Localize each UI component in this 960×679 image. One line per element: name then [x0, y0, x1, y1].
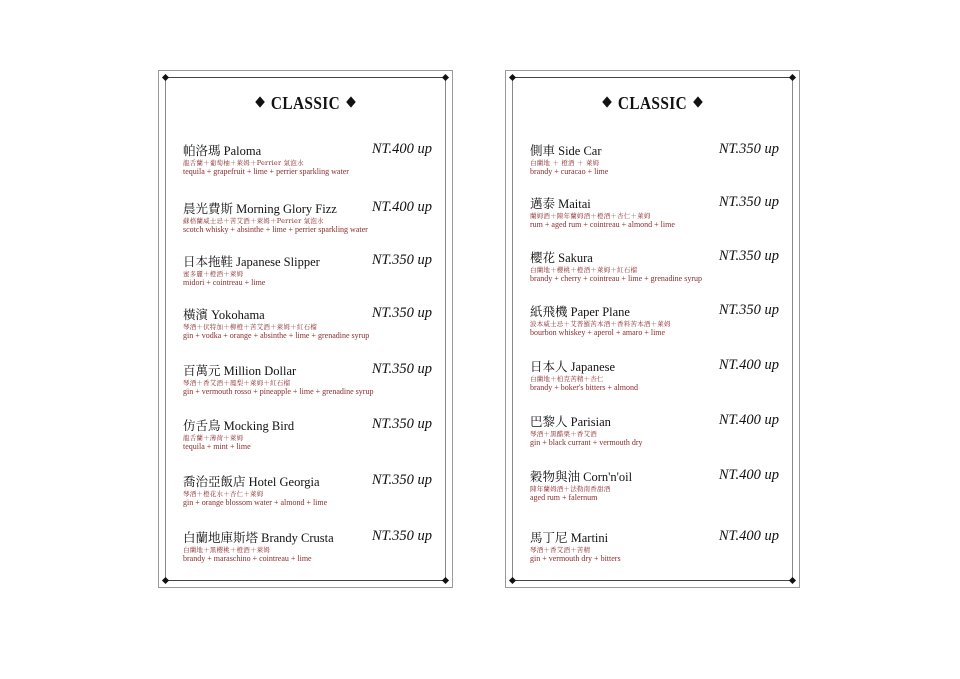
menu-item-million-dollar — [183, 361, 438, 411]
item-name: 晨光費斯 Morning Glory Fizz — [183, 202, 337, 216]
right-menu-title: CLASSIC — [617, 93, 688, 113]
left-menu-card — [158, 70, 453, 588]
item-ingredients-en: gin + orange blossom water + almond + lime — [183, 498, 328, 507]
item-ingredients-zh: 琴酒＋伏特加＋柳橙＋苦艾酒＋萊姆＋紅石榴 — [183, 323, 317, 331]
item-name: 櫻花 Sakura — [530, 251, 593, 265]
item-name: 白蘭地庫斯塔 Brandy Crusta — [183, 531, 334, 545]
item-ingredients-zh: 白蘭地＋櫻桃＋橙酒＋萊姆＋紅石榴 — [530, 266, 638, 274]
item-price: NT.350 up — [718, 248, 779, 264]
item-ingredients-zh: 波本威士忌＋艾普羅苦本酒＋香料苦本酒＋萊姆 — [530, 320, 671, 328]
item-price: NT.350 up — [371, 361, 432, 377]
item-ingredients-en: brandy + maraschino + cointreau + lime — [183, 554, 312, 563]
item-price: NT.350 up — [718, 194, 779, 210]
corner-diamond-icon — [789, 74, 796, 81]
item-price: NT.400 up — [718, 528, 779, 544]
item-ingredients-en: scotch whisky + absinthe + lime + perrier sparkling water — [183, 225, 368, 234]
menu-item-corn-n-oil — [530, 467, 785, 517]
item-ingredients-zh: 蘇格蘭威士忌＋苦艾酒＋萊姆＋Perrier 氣泡水 — [183, 217, 324, 225]
corner-diamond-icon — [509, 74, 516, 81]
item-name: 紙飛機 Paper Plane — [530, 305, 630, 319]
item-price: NT.400 up — [718, 357, 779, 373]
menu-item-martini — [530, 528, 785, 578]
item-price: NT.400 up — [371, 199, 432, 215]
item-ingredients-zh: 龍舌蘭＋薄荷＋萊姆 — [183, 434, 244, 442]
corner-diamond-icon — [442, 74, 449, 81]
item-name: 馬丁尼 Martini — [530, 531, 609, 545]
menu-item-side-car — [530, 141, 785, 191]
corner-diamond-icon — [162, 74, 169, 81]
item-name: 仿舌鳥 Mocking Bird — [183, 419, 295, 433]
menu-item-japanese-slipper — [183, 252, 438, 302]
item-ingredients-zh: 琴酒＋橙花水＋杏仁＋萊姆 — [183, 490, 264, 498]
menu-item-sakura — [530, 248, 785, 298]
item-price: NT.350 up — [371, 528, 432, 544]
item-price: NT.400 up — [718, 412, 779, 428]
item-ingredients-en: rum + aged rum + cointreau + almond + lime — [530, 220, 675, 229]
menu-item-parisian — [530, 412, 785, 462]
item-ingredients-zh: 琴酒＋香艾酒＋鳳梨＋萊姆＋紅石榴 — [183, 379, 291, 387]
menu-item-mocking-bird — [183, 416, 438, 466]
corner-diamond-icon — [442, 577, 449, 584]
corner-diamond-icon — [162, 577, 169, 584]
item-ingredients-zh: 白蘭地＋黑櫻桃＋橙酒＋萊姆 — [183, 546, 271, 554]
item-name: 帕洛瑪 Paloma — [183, 144, 262, 158]
item-ingredients-zh: 白蘭地 ＋ 橙酒 ＋ 萊姆 — [530, 159, 600, 167]
menu-item-japanese — [530, 357, 785, 407]
item-name: 穀物與油 Corn'n'oil — [530, 470, 633, 484]
right-menu-card — [505, 70, 800, 588]
item-ingredients-en: brandy + boker's bitters + almond — [530, 383, 638, 392]
item-ingredients-en: tequila + mint + lime — [183, 442, 251, 451]
item-ingredients-en: gin + vermouth dry + bitters — [530, 554, 621, 563]
menu-item-hotel-georgia — [183, 472, 438, 522]
item-ingredients-en: brandy + curacao + lime — [530, 167, 609, 176]
menu-item-yokohama — [183, 305, 438, 355]
menu-item-morning-glory-fizz — [183, 199, 438, 249]
item-ingredients-en: gin + vodka + orange + absinthe + lime + grenadine syrup — [183, 331, 370, 340]
item-ingredients-zh: 蘭姆酒＋陳年蘭姆酒＋橙酒＋杏仁＋萊姆 — [530, 212, 651, 220]
item-name: 喬治亞飯店 Hotel Georgia — [183, 475, 320, 489]
item-ingredients-en: aged rum + falernum — [530, 493, 598, 502]
right-menu-heading — [528, 93, 777, 114]
item-ingredients-zh: 琴酒＋黑醋栗＋香艾酒 — [530, 430, 597, 438]
item-price: NT.350 up — [718, 302, 779, 318]
item-name: 側車 Side Car — [530, 144, 602, 158]
menu-item-brandy-crusta — [183, 528, 438, 578]
item-name: 邁泰 Maitai — [530, 197, 591, 211]
diamond-icon — [693, 96, 703, 107]
corner-diamond-icon — [789, 577, 796, 584]
item-ingredients-en: gin + black currant + vermouth dry — [530, 438, 643, 447]
item-ingredients-en: midori + cointreau + lime — [183, 278, 266, 287]
diamond-icon — [346, 96, 356, 107]
item-ingredients-zh: 蜜多麗＋橙酒＋萊姆 — [183, 270, 244, 278]
item-ingredients-zh: 琴酒＋香艾酒＋苦精 — [530, 546, 591, 554]
item-price: NT.350 up — [718, 141, 779, 157]
item-ingredients-zh: 白蘭地＋柏克苦精＋杏仁 — [530, 375, 604, 383]
diamond-icon — [602, 96, 612, 107]
item-price: NT.350 up — [371, 305, 432, 321]
item-price: NT.350 up — [371, 472, 432, 488]
item-price: NT.350 up — [371, 416, 432, 432]
item-ingredients-en: tequila + grapefruit + lime + perrier sparkling water — [183, 167, 349, 176]
diamond-icon — [255, 96, 265, 107]
menu-item-paloma — [183, 141, 438, 191]
menu-item-maitai — [530, 194, 785, 244]
item-ingredients-zh: 陳年蘭姆酒＋法勒南香甜酒 — [530, 485, 611, 493]
menu-item-paper-plane — [530, 302, 785, 352]
left-menu-heading — [181, 93, 430, 114]
item-ingredients-zh: 龍舌蘭＋葡萄柚＋萊姆＋Perrier 氣泡水 — [183, 159, 304, 167]
item-price: NT.400 up — [371, 141, 432, 157]
item-name: 橫濱 Yokohama — [183, 308, 265, 322]
item-name: 日本拖鞋 Japanese Slipper — [183, 255, 320, 269]
item-ingredients-en: brandy + cherry + cointreau + lime + grenadine syrup — [530, 274, 702, 283]
item-price: NT.400 up — [718, 467, 779, 483]
item-ingredients-en: gin + vermouth rosso + pineapple + lime + grenadine syrup — [183, 387, 374, 396]
item-name: 日本人 Japanese — [530, 360, 616, 374]
item-price: NT.350 up — [371, 252, 432, 268]
item-ingredients-en: bourbon whiskey + aperol + amaro + lime — [530, 328, 666, 337]
left-menu-title: CLASSIC — [270, 93, 341, 113]
corner-diamond-icon — [509, 577, 516, 584]
item-name: 巴黎人 Parisian — [530, 415, 611, 429]
item-name: 百萬元 Million Dollar — [183, 364, 297, 378]
